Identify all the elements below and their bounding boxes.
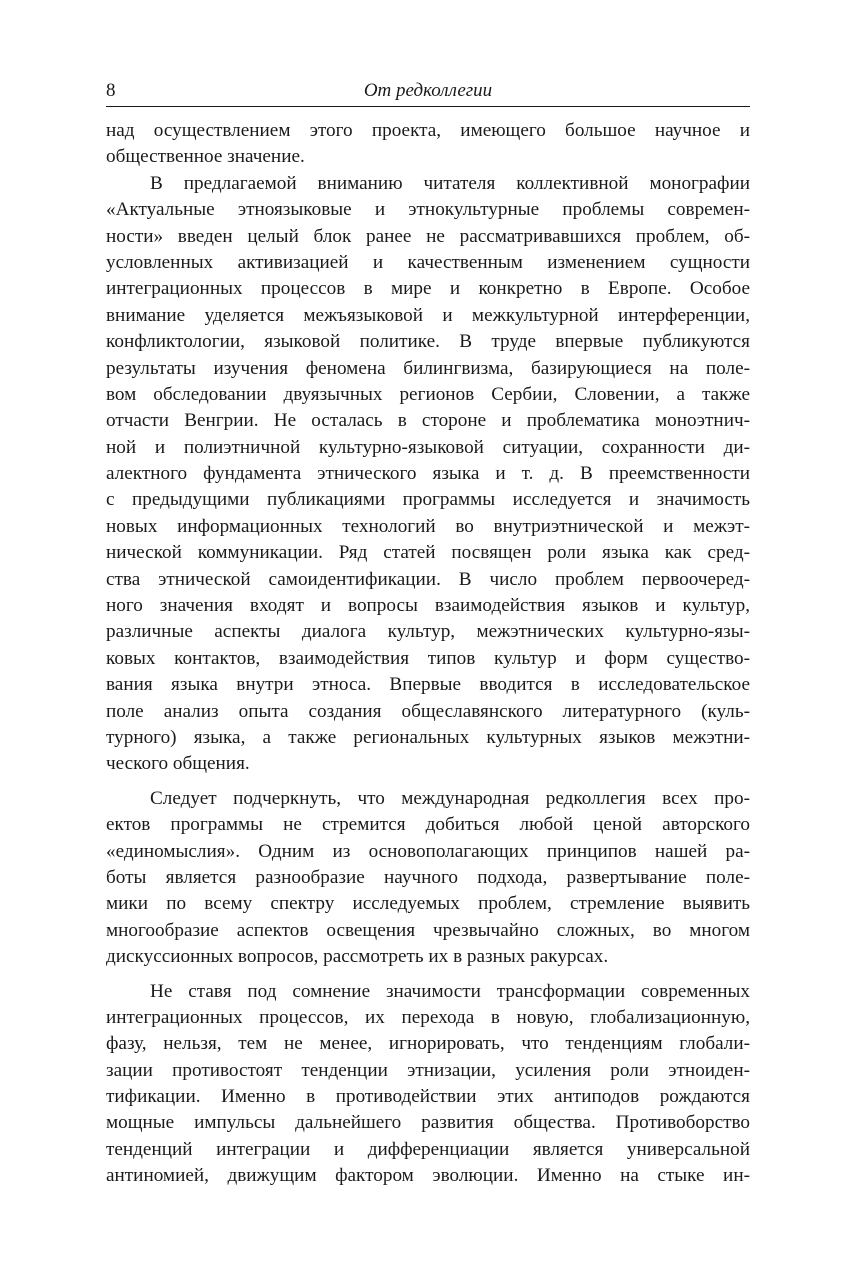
text-line: вом обследовании двуязычных регионов Сербии, Словении, а также [106,383,750,405]
text-line: конфликтологии, языковой политике. В труде впервые публикуются [106,331,750,353]
text-line: над осуществлением этого проекта, имеющего большое научное и [106,120,750,141]
text-line: Следует подчеркнуть, что международная редколлегия всех про- [150,787,750,809]
text-line: нической коммуникации. Ряд статей посвящен роли языка как сред- [106,542,750,564]
paragraph [106,118,750,171]
running-title: От редколлегии [363,80,493,101]
running-head [106,78,750,107]
text-line: вания языка внутри этноса. Впервые вводится в исследовательское [106,674,750,696]
text-line: внимание уделяется межъязыковой и межкультурной интерференции, [106,304,750,326]
text-line: результаты изучения феномена билингвизма, базирующиеся на поле- [106,357,750,379]
text-line: дискуссионных вопросов, рассмотреть их в разных ракурсах. [106,946,609,968]
text-line: тификации. Именно в противодействии этих антиподов рождаются [106,1086,750,1108]
text-line: боты является разнообразие научного подхода, развертывание поле- [106,866,750,888]
text-line: различные аспекты диалога культур, межэтнических культурно-язы- [106,621,750,643]
text-line: условленных активизацией и качественным изменением сущности [106,251,750,273]
text-line: турного) языка, а также региональных культурных языков межэтни- [106,726,750,748]
text-line: зации противостоят тенденции этнизации, усиления роли этноиден- [106,1059,750,1081]
text-line: многообразие аспектов освещения чрезвычайно сложных, во многом [106,919,750,941]
paragraph-gap [106,971,750,979]
text-line: тенденций интеграции и дифференциации является универсальной [106,1138,750,1160]
text-line: ного значения входят и вопросы взаимодействия языков и культур, [106,595,750,617]
text-line: мики по всему спектру исследуемых проблем, стремление выявить [106,893,750,915]
text-line: с предыдущими публикациями программы исследуется и значимость [106,489,750,511]
text-line: поле анализ опыта создания общеславянского литературного (куль- [106,700,750,722]
text-line: интеграционных процессов в мире и конкретно в Европе. Особое [106,278,750,300]
paragraph-gap [106,778,750,786]
text-line: фазу, нельзя, тем не менее, игнорировать, что тенденциям глобали- [106,1033,750,1055]
text-line: алектного фундамента этнического языка и т. д. В преемственности [106,463,750,485]
text-line: отчасти Венгрии. Не осталась в стороне и проблематика моноэтнич- [106,410,750,432]
text-line: новых информационных технологий во внутриэтнической и межэт- [106,515,750,537]
text-line: мощные импульсы дальнейшего развития общества. Противоборство [106,1112,750,1134]
text-line: В предлагаемой вниманию читателя коллективной монографии [150,172,750,194]
text-line: ческого общения. [106,753,250,775]
text-line: Не ставя под сомнение значимости трансформации современных [150,980,750,1002]
body-text [106,118,750,1190]
paragraph [106,786,750,971]
text-line: интеграционных процессов, их перехода в новую, глобализационную, [106,1006,750,1028]
page-number: 8 [106,80,116,101]
text-line: ковых контактов, взаимодействия типов культур и форм существо- [106,647,750,669]
text-line: ства этнической самоидентификации. В число проблем первоочеред- [106,568,750,590]
paragraph [106,979,750,1190]
text-line: антиномией, движущим фактором эволюции. Именно на стыке ин- [106,1165,750,1187]
text-line: общественное значение. [106,146,305,168]
text-line: «Актуальные этноязыковые и этнокультурные проблемы современ- [106,199,750,221]
text-line: ной и полиэтничной культурно-языковой ситуации, сохранности ди- [106,436,750,458]
text-line: ности» введен целый блок ранее не рассматривавшихся проблем, об- [106,225,750,247]
text-line: «единомыслия». Одним из основополагающих принципов нашей ра- [106,840,750,862]
paragraph [106,171,750,778]
text-line: ектов программы не стремится добиться любой ценой авторского [106,814,750,836]
